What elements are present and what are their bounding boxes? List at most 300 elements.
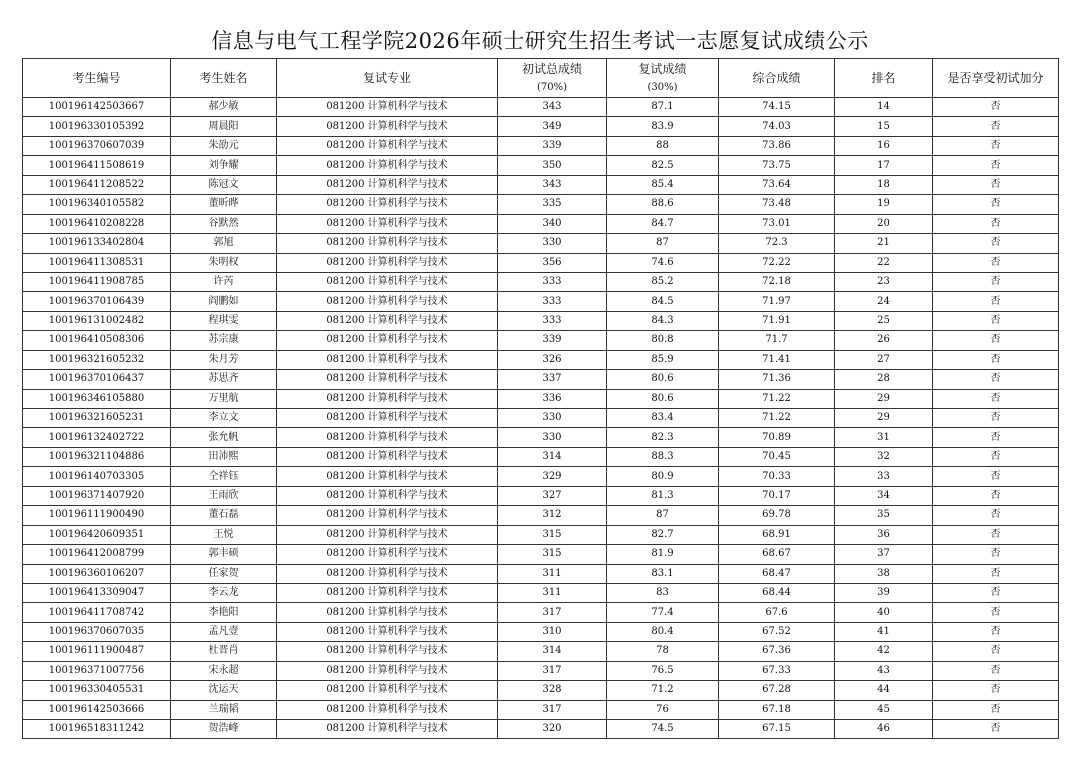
- cell-bonus: 否: [933, 156, 1059, 175]
- cell-initial-score: 315: [498, 545, 607, 564]
- cell-candidate-id: 100196410508306: [23, 331, 171, 350]
- header-bonus-label: 是否享受初试加分: [947, 70, 1044, 85]
- cell-initial-score: 343: [498, 175, 607, 194]
- cell-major: 081200 计算机科学与技术: [277, 642, 498, 661]
- cell-rank: 29: [835, 409, 933, 428]
- table-row: [23, 350, 1059, 369]
- table-row: [23, 98, 1059, 117]
- table-row: [23, 700, 1059, 719]
- cell-major: 081200 计算机科学与技术: [277, 720, 498, 739]
- cell-major: 081200 计算机科学与技术: [277, 214, 498, 233]
- cell-retest-score: 85.4: [607, 175, 719, 194]
- cell-bonus: 否: [933, 622, 1059, 641]
- cell-bonus: 否: [933, 409, 1059, 428]
- cell-total-score: 72.3: [719, 234, 835, 253]
- table-row: [23, 370, 1059, 389]
- header-retest-score-label: 复试成绩: [638, 61, 687, 76]
- cell-candidate-name: 许芮: [171, 272, 277, 291]
- cell-candidate-name: 董石磊: [171, 506, 277, 525]
- cell-candidate-id: 100196321605232: [23, 350, 171, 369]
- cell-major: 081200 计算机科学与技术: [277, 350, 498, 369]
- cell-total-score: 73.75: [719, 156, 835, 175]
- table-row: [23, 564, 1059, 583]
- cell-retest-score: 76: [607, 700, 719, 719]
- table-row: [23, 409, 1059, 428]
- cell-candidate-id: 100196413309047: [23, 583, 171, 602]
- cell-candidate-name: 朱月芳: [171, 350, 277, 369]
- cell-bonus: 否: [933, 292, 1059, 311]
- cell-retest-score: 80.4: [607, 622, 719, 641]
- table-row: [23, 428, 1059, 447]
- cell-rank: 29: [835, 389, 933, 408]
- cell-candidate-id: 100196346105880: [23, 389, 171, 408]
- cell-candidate-name: 杜晋肖: [171, 642, 277, 661]
- cell-candidate-id: 100196340105582: [23, 195, 171, 214]
- cell-retest-score: 84.7: [607, 214, 719, 233]
- cell-retest-score: 80.8: [607, 331, 719, 350]
- cell-rank: 45: [835, 700, 933, 719]
- cell-major: 081200 计算机科学与技术: [277, 486, 498, 505]
- table-row: [23, 467, 1059, 486]
- table-row: [23, 117, 1059, 136]
- cell-rank: 38: [835, 564, 933, 583]
- cell-total-score: 67.52: [719, 622, 835, 641]
- cell-major: 081200 计算机科学与技术: [277, 409, 498, 428]
- cell-initial-score: 326: [498, 350, 607, 369]
- cell-candidate-id: 100196133402804: [23, 234, 171, 253]
- cell-total-score: 73.48: [719, 195, 835, 214]
- cell-bonus: 否: [933, 642, 1059, 661]
- cell-candidate-name: 朱明权: [171, 253, 277, 272]
- cell-bonus: 否: [933, 603, 1059, 622]
- cell-candidate-name: 沈运天: [171, 681, 277, 700]
- cell-initial-score: 339: [498, 136, 607, 155]
- cell-retest-score: 74.6: [607, 253, 719, 272]
- cell-total-score: 71.36: [719, 370, 835, 389]
- cell-total-score: 72.18: [719, 272, 835, 291]
- cell-retest-score: 83.1: [607, 564, 719, 583]
- cell-major: 081200 计算机科学与技术: [277, 506, 498, 525]
- cell-candidate-name: 宋永超: [171, 661, 277, 680]
- cell-total-score: 68.47: [719, 564, 835, 583]
- cell-rank: 15: [835, 117, 933, 136]
- cell-bonus: 否: [933, 700, 1059, 719]
- cell-bonus: 否: [933, 175, 1059, 194]
- cell-initial-score: 335: [498, 195, 607, 214]
- cell-candidate-name: 朱劭元: [171, 136, 277, 155]
- cell-major: 081200 计算机科学与技术: [277, 525, 498, 544]
- cell-candidate-name: 阎鹏如: [171, 292, 277, 311]
- header-total-score: 综合成绩: [719, 59, 835, 98]
- cell-major: 081200 计算机科学与技术: [277, 545, 498, 564]
- cell-candidate-id: 100196411908785: [23, 272, 171, 291]
- cell-total-score: 67.36: [719, 642, 835, 661]
- cell-retest-score: 87: [607, 234, 719, 253]
- cell-initial-score: 314: [498, 642, 607, 661]
- cell-major: 081200 计算机科学与技术: [277, 467, 498, 486]
- header-retest-score-weight: (30%): [647, 81, 678, 93]
- cell-retest-score: 77.4: [607, 603, 719, 622]
- cell-total-score: 71.7: [719, 331, 835, 350]
- cell-candidate-id: 100196420609351: [23, 525, 171, 544]
- cell-major: 081200 计算机科学与技术: [277, 681, 498, 700]
- cell-candidate-id: 100196411708742: [23, 603, 171, 622]
- cell-candidate-id: 100196370106439: [23, 292, 171, 311]
- cell-major: 081200 计算机科学与技术: [277, 447, 498, 466]
- cell-retest-score: 87.1: [607, 98, 719, 117]
- cell-initial-score: 317: [498, 700, 607, 719]
- cell-retest-score: 80.9: [607, 467, 719, 486]
- cell-candidate-id: 100196330405531: [23, 681, 171, 700]
- cell-retest-score: 80.6: [607, 370, 719, 389]
- cell-initial-score: 330: [498, 428, 607, 447]
- cell-initial-score: 329: [498, 467, 607, 486]
- cell-major: 081200 计算机科学与技术: [277, 428, 498, 447]
- cell-retest-score: 83.9: [607, 117, 719, 136]
- cell-retest-score: 82.7: [607, 525, 719, 544]
- cell-total-score: 70.89: [719, 428, 835, 447]
- cell-candidate-name: 万里航: [171, 389, 277, 408]
- cell-total-score: 71.91: [719, 311, 835, 330]
- cell-candidate-id: 100196132402722: [23, 428, 171, 447]
- cell-candidate-name: 谷默然: [171, 214, 277, 233]
- cell-major: 081200 计算机科学与技术: [277, 175, 498, 194]
- cell-candidate-name: 王悦: [171, 525, 277, 544]
- header-bonus: [933, 59, 1059, 98]
- cell-retest-score: 76.5: [607, 661, 719, 680]
- cell-rank: 43: [835, 661, 933, 680]
- table-row: [23, 311, 1059, 330]
- cell-candidate-name: 周晨阳: [171, 117, 277, 136]
- cell-bonus: 否: [933, 370, 1059, 389]
- cell-major: 081200 计算机科学与技术: [277, 234, 498, 253]
- cell-initial-score: 337: [498, 370, 607, 389]
- table-row: [23, 195, 1059, 214]
- cell-initial-score: 339: [498, 331, 607, 350]
- table-row: [23, 583, 1059, 602]
- cell-rank: 24: [835, 292, 933, 311]
- cell-candidate-id: 100196371007756: [23, 661, 171, 680]
- cell-retest-score: 85.9: [607, 350, 719, 369]
- cell-initial-score: 327: [498, 486, 607, 505]
- table-row: [23, 292, 1059, 311]
- cell-candidate-id: 100196330105392: [23, 117, 171, 136]
- cell-initial-score: 333: [498, 311, 607, 330]
- cell-retest-score: 81.9: [607, 545, 719, 564]
- cell-rank: 39: [835, 583, 933, 602]
- cell-retest-score: 78: [607, 642, 719, 661]
- table-row: [23, 253, 1059, 272]
- cell-candidate-id: 100196411508619: [23, 156, 171, 175]
- cell-bonus: 否: [933, 428, 1059, 447]
- cell-rank: 20: [835, 214, 933, 233]
- cell-initial-score: 330: [498, 409, 607, 428]
- cell-rank: 27: [835, 350, 933, 369]
- cell-candidate-name: 李立文: [171, 409, 277, 428]
- cell-rank: 25: [835, 311, 933, 330]
- cell-bonus: 否: [933, 447, 1059, 466]
- table-row: [23, 136, 1059, 155]
- header-retest-score: [607, 59, 719, 98]
- cell-total-score: 72.22: [719, 253, 835, 272]
- cell-candidate-name: 兰瑞韬: [171, 700, 277, 719]
- page-title: 信息与电气工程学院2026年硕士研究生招生考试一志愿复试成绩公示: [211, 29, 869, 53]
- cell-initial-score: 350: [498, 156, 607, 175]
- cell-bonus: 否: [933, 311, 1059, 330]
- table-row: [23, 331, 1059, 350]
- cell-rank: 40: [835, 603, 933, 622]
- cell-rank: 17: [835, 156, 933, 175]
- cell-candidate-id: 100196411308531: [23, 253, 171, 272]
- cell-retest-score: 84.5: [607, 292, 719, 311]
- cell-retest-score: 83.4: [607, 409, 719, 428]
- cell-initial-score: 333: [498, 272, 607, 291]
- cell-rank: 16: [835, 136, 933, 155]
- cell-candidate-id: 100196321104886: [23, 447, 171, 466]
- header-row: [23, 59, 1059, 98]
- cell-bonus: 否: [933, 350, 1059, 369]
- cell-candidate-name: 陈冠文: [171, 175, 277, 194]
- cell-total-score: 71.41: [719, 350, 835, 369]
- cell-initial-score: 330: [498, 234, 607, 253]
- cell-initial-score: 315: [498, 525, 607, 544]
- cell-total-score: 68.91: [719, 525, 835, 544]
- cell-initial-score: 340: [498, 214, 607, 233]
- cell-bonus: 否: [933, 389, 1059, 408]
- cell-rank: 22: [835, 253, 933, 272]
- cell-rank: 28: [835, 370, 933, 389]
- table-row: [23, 603, 1059, 622]
- cell-candidate-name: 李艳阳: [171, 603, 277, 622]
- cell-candidate-id: 100196140703305: [23, 467, 171, 486]
- cell-bonus: 否: [933, 234, 1059, 253]
- header-initial-score-label: 初试总成绩: [521, 61, 582, 76]
- cell-initial-score: 312: [498, 506, 607, 525]
- cell-candidate-id: 100196111900490: [23, 506, 171, 525]
- cell-candidate-id: 100196360106207: [23, 564, 171, 583]
- table-row: [23, 234, 1059, 253]
- cell-major: 081200 计算机科学与技术: [277, 331, 498, 350]
- cell-bonus: 否: [933, 272, 1059, 291]
- cell-candidate-id: 100196370607039: [23, 136, 171, 155]
- cell-major: 081200 计算机科学与技术: [277, 603, 498, 622]
- cell-initial-score: 311: [498, 564, 607, 583]
- cell-candidate-name: 董昕晔: [171, 195, 277, 214]
- cell-initial-score: 343: [498, 98, 607, 117]
- cell-major: 081200 计算机科学与技术: [277, 253, 498, 272]
- cell-rank: 31: [835, 428, 933, 447]
- cell-bonus: 否: [933, 195, 1059, 214]
- cell-initial-score: 314: [498, 447, 607, 466]
- header-initial-score-weight: (70%): [536, 81, 568, 93]
- cell-retest-score: 82.5: [607, 156, 719, 175]
- cell-bonus: 否: [933, 117, 1059, 136]
- cell-candidate-name: 张允帆: [171, 428, 277, 447]
- cell-rank: 21: [835, 234, 933, 253]
- cell-initial-score: 333: [498, 292, 607, 311]
- cell-retest-score: 84.3: [607, 311, 719, 330]
- cell-total-score: 69.78: [719, 506, 835, 525]
- cell-total-score: 71.97: [719, 292, 835, 311]
- cell-bonus: 否: [933, 486, 1059, 505]
- cell-candidate-id: 100196518311242: [23, 720, 171, 739]
- cell-rank: 19: [835, 195, 933, 214]
- cell-total-score: 67.6: [719, 603, 835, 622]
- cell-rank: 46: [835, 720, 933, 739]
- cell-retest-score: 87: [607, 506, 719, 525]
- cell-rank: 26: [835, 331, 933, 350]
- cell-total-score: 68.67: [719, 545, 835, 564]
- cell-candidate-id: 100196142503666: [23, 700, 171, 719]
- table-row: [23, 525, 1059, 544]
- cell-major: 081200 计算机科学与技术: [277, 156, 498, 175]
- cell-candidate-id: 100196111900487: [23, 642, 171, 661]
- cell-rank: 23: [835, 272, 933, 291]
- table-row: [23, 156, 1059, 175]
- cell-total-score: 70.45: [719, 447, 835, 466]
- cell-major: 081200 计算机科学与技术: [277, 292, 498, 311]
- cell-retest-score: 85.2: [607, 272, 719, 291]
- cell-major: 081200 计算机科学与技术: [277, 117, 498, 136]
- cell-total-score: 74.03: [719, 117, 835, 136]
- cell-initial-score: 311: [498, 583, 607, 602]
- cell-candidate-name: 任家贺: [171, 564, 277, 583]
- cell-bonus: 否: [933, 545, 1059, 564]
- cell-retest-score: 83: [607, 583, 719, 602]
- cell-candidate-name: 仝祥钰: [171, 467, 277, 486]
- cell-bonus: 否: [933, 564, 1059, 583]
- cell-candidate-name: 郝少敏: [171, 98, 277, 117]
- cell-major: 081200 计算机科学与技术: [277, 195, 498, 214]
- cell-major: 081200 计算机科学与技术: [277, 583, 498, 602]
- cell-major: 081200 计算机科学与技术: [277, 389, 498, 408]
- cell-rank: 44: [835, 681, 933, 700]
- cell-candidate-name: 田沛熙: [171, 447, 277, 466]
- cell-total-score: 67.18: [719, 700, 835, 719]
- table-row: [23, 545, 1059, 564]
- cell-initial-score: 336: [498, 389, 607, 408]
- cell-major: 081200 计算机科学与技术: [277, 98, 498, 117]
- cell-bonus: 否: [933, 136, 1059, 155]
- cell-total-score: 67.33: [719, 661, 835, 680]
- cell-bonus: 否: [933, 720, 1059, 739]
- header-name: 考生姓名: [171, 59, 277, 98]
- cell-total-score: 67.28: [719, 681, 835, 700]
- table-row: [23, 622, 1059, 641]
- cell-bonus: 否: [933, 467, 1059, 486]
- cell-initial-score: 310: [498, 622, 607, 641]
- table-row: [23, 447, 1059, 466]
- cell-initial-score: 317: [498, 661, 607, 680]
- cell-major: 081200 计算机科学与技术: [277, 370, 498, 389]
- cell-candidate-name: 孟凡壹: [171, 622, 277, 641]
- cell-bonus: 否: [933, 681, 1059, 700]
- header-initial-score: [498, 59, 607, 98]
- cell-candidate-id: 100196142503667: [23, 98, 171, 117]
- cell-bonus: 否: [933, 525, 1059, 544]
- cell-rank: 42: [835, 642, 933, 661]
- cell-total-score: 67.15: [719, 720, 835, 739]
- table-row: [23, 720, 1059, 739]
- header-rank: 排名: [835, 59, 933, 98]
- cell-bonus: 否: [933, 506, 1059, 525]
- cell-total-score: 74.15: [719, 98, 835, 117]
- cell-rank: 14: [835, 98, 933, 117]
- cell-total-score: 71.22: [719, 389, 835, 408]
- header-major: 复试专业: [277, 59, 498, 98]
- cell-major: 081200 计算机科学与技术: [277, 136, 498, 155]
- cell-candidate-name: 郭旭: [171, 234, 277, 253]
- cell-rank: 32: [835, 447, 933, 466]
- table-row: [23, 214, 1059, 233]
- cell-candidate-id: 100196370607035: [23, 622, 171, 641]
- table-row: [23, 642, 1059, 661]
- cell-rank: 35: [835, 506, 933, 525]
- cell-rank: 36: [835, 525, 933, 544]
- cell-candidate-id: 100196370106437: [23, 370, 171, 389]
- cell-retest-score: 88.6: [607, 195, 719, 214]
- cell-rank: 18: [835, 175, 933, 194]
- cell-initial-score: 328: [498, 681, 607, 700]
- cell-bonus: 否: [933, 583, 1059, 602]
- cell-rank: 34: [835, 486, 933, 505]
- cell-total-score: 70.33: [719, 467, 835, 486]
- cell-retest-score: 88: [607, 136, 719, 155]
- cell-bonus: 否: [933, 253, 1059, 272]
- cell-retest-score: 81.3: [607, 486, 719, 505]
- cell-candidate-name: 李云龙: [171, 583, 277, 602]
- cell-retest-score: 74.5: [607, 720, 719, 739]
- cell-total-score: 73.64: [719, 175, 835, 194]
- cell-retest-score: 82.3: [607, 428, 719, 447]
- table-row: [23, 175, 1059, 194]
- cell-candidate-name: 贺浩峰: [171, 720, 277, 739]
- cell-major: 081200 计算机科学与技术: [277, 272, 498, 291]
- cell-candidate-name: 苏思齐: [171, 370, 277, 389]
- cell-rank: 33: [835, 467, 933, 486]
- cell-total-score: 73.01: [719, 214, 835, 233]
- table-row: [23, 272, 1059, 291]
- cell-rank: 37: [835, 545, 933, 564]
- cell-bonus: 否: [933, 661, 1059, 680]
- cell-total-score: 71.22: [719, 409, 835, 428]
- cell-candidate-name: 程琪雯: [171, 311, 277, 330]
- table-row: [23, 486, 1059, 505]
- table-row: [23, 389, 1059, 408]
- cell-major: 081200 计算机科学与技术: [277, 564, 498, 583]
- cell-total-score: 68.44: [719, 583, 835, 602]
- cell-candidate-id: 100196371407920: [23, 486, 171, 505]
- cell-initial-score: 349: [498, 117, 607, 136]
- table-row: [23, 661, 1059, 680]
- cell-bonus: 否: [933, 98, 1059, 117]
- cell-total-score: 70.17: [719, 486, 835, 505]
- cell-candidate-id: 100196410208228: [23, 214, 171, 233]
- cell-candidate-name: 刘争耀: [171, 156, 277, 175]
- cell-candidate-id: 100196411208522: [23, 175, 171, 194]
- cell-candidate-id: 100196131002482: [23, 311, 171, 330]
- header-id: 考生编号: [23, 59, 171, 98]
- cell-bonus: 否: [933, 214, 1059, 233]
- cell-candidate-name: 苏宗康: [171, 331, 277, 350]
- cell-candidate-id: 100196412008799: [23, 545, 171, 564]
- cell-candidate-id: 100196321605231: [23, 409, 171, 428]
- cell-retest-score: 80.6: [607, 389, 719, 408]
- cell-retest-score: 71.2: [607, 681, 719, 700]
- cell-candidate-name: 王雨欣: [171, 486, 277, 505]
- results-table: [22, 58, 1059, 739]
- cell-major: 081200 计算机科学与技术: [277, 622, 498, 641]
